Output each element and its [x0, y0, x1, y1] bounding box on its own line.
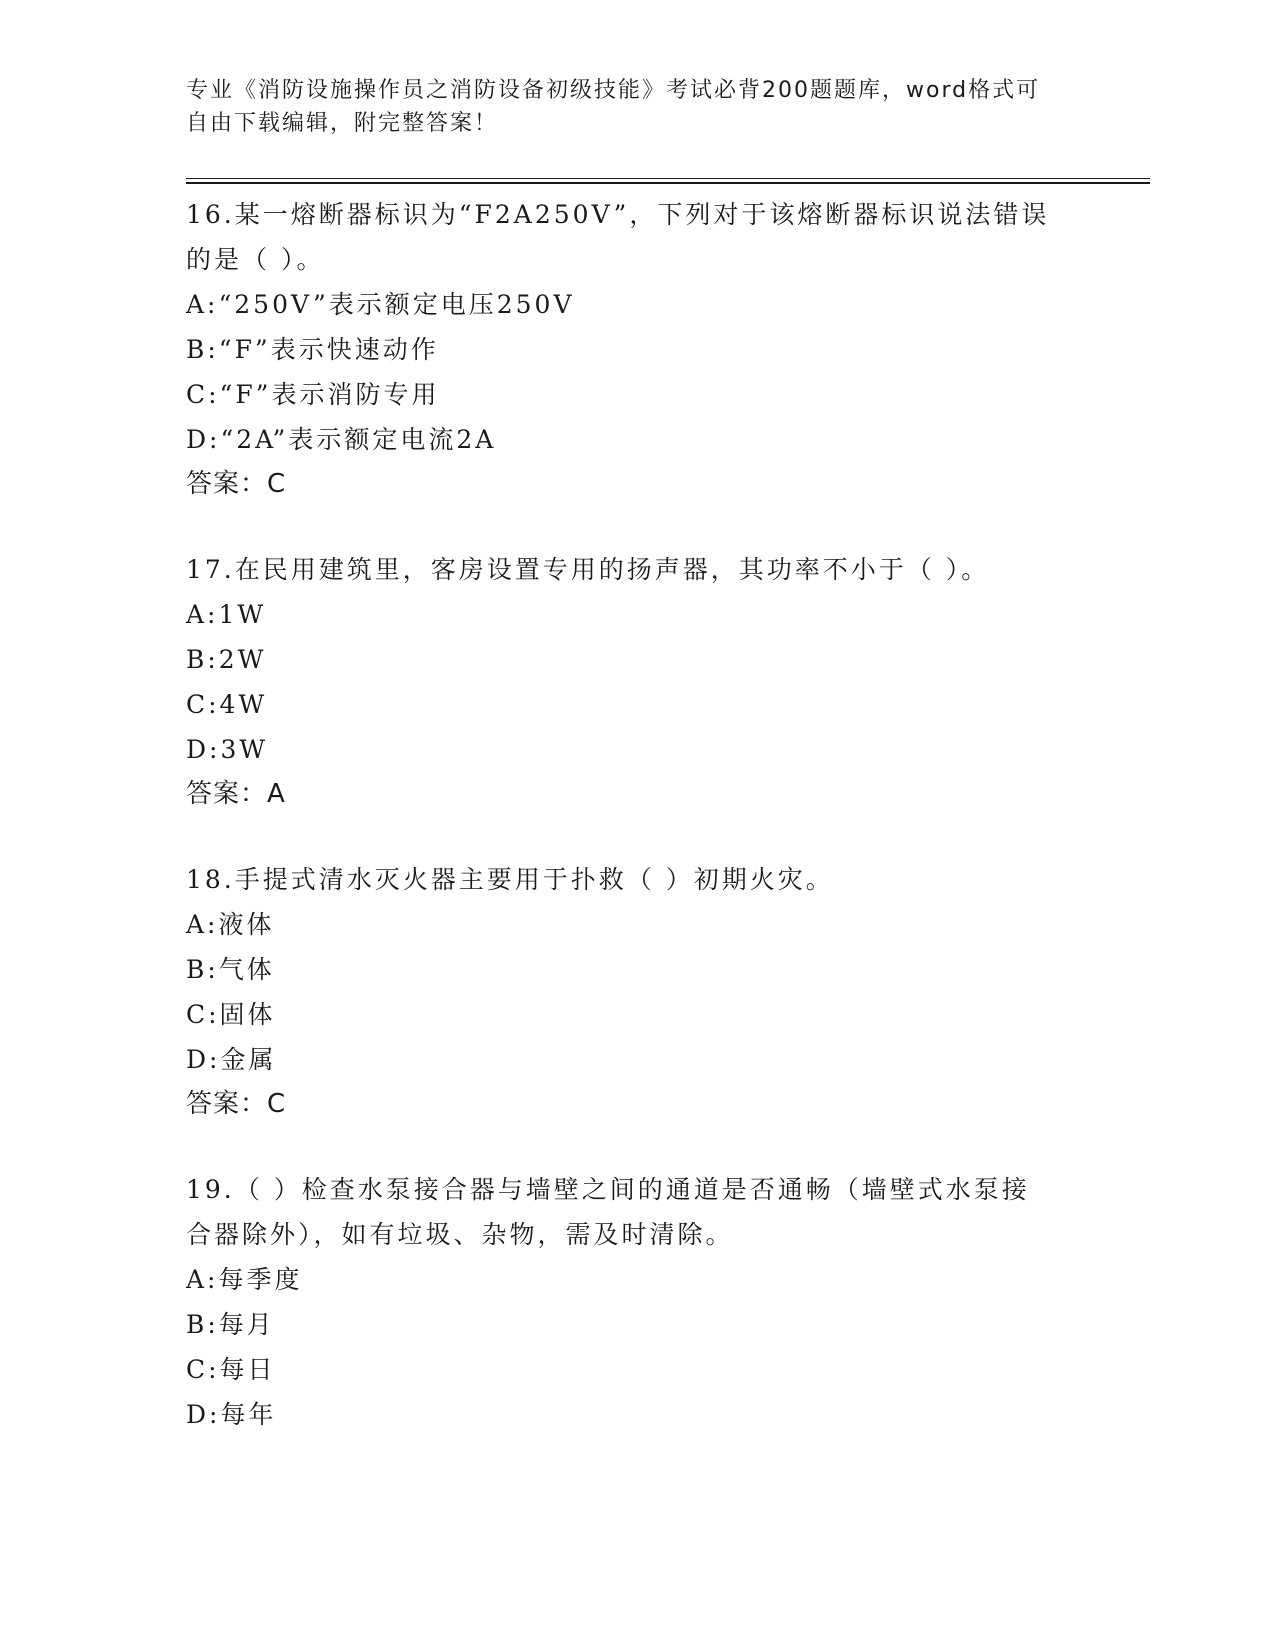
option-a: A:“250V”表示额定电压250V	[186, 290, 575, 319]
document-header	[186, 74, 1066, 140]
option-c: C:“F”表示消防专用	[186, 380, 440, 409]
option-a: A:液体	[186, 910, 275, 939]
question-text-line: 17.在民用建筑里，客房设置专用的扬声器，其功率不小于（ ）。	[186, 555, 990, 584]
question-text-line: 16.某一熔断器标识为“F2A250V”，下列对于该熔断器标识说法错误	[186, 200, 1050, 229]
question-text-line: 18.手提式清水灭火器主要用于扑救（ ）初期火灾。	[186, 865, 834, 894]
question-16	[186, 192, 1086, 507]
question-text-line: 19.（ ）检查水泵接合器与墙壁之间的通道是否通畅（墙壁式水泵接	[186, 1175, 1030, 1204]
option-d: D:每年	[186, 1400, 277, 1429]
answer: 答案：C	[186, 1089, 287, 1119]
option-b: B:每月	[186, 1310, 275, 1339]
option-c: C:每日	[186, 1355, 276, 1384]
question-list	[186, 192, 1086, 1477]
option-b: B:2W	[186, 645, 267, 674]
option-c: C:4W	[186, 690, 268, 719]
option-a: A:1W	[186, 600, 267, 629]
header-line-2: 自由下载编辑，附完整答案！	[186, 111, 499, 136]
question-text-line: 的是（ ）。	[186, 245, 325, 274]
question-19	[186, 1167, 1086, 1437]
option-d: D:“2A”表示额定电流2A	[186, 425, 497, 454]
option-b: B:气体	[186, 955, 275, 984]
option-a: A:每季度	[186, 1265, 303, 1294]
question-17	[186, 547, 1086, 817]
option-b: B:“F”表示快速动作	[186, 335, 439, 364]
header-divider-thick	[186, 182, 1150, 184]
option-d: D:金属	[186, 1045, 277, 1074]
question-18	[186, 857, 1086, 1127]
header-divider-thin	[186, 178, 1150, 179]
option-c: C:固体	[186, 1000, 276, 1029]
answer: 答案：A	[186, 779, 286, 809]
question-text-line: 合器除外），如有垃圾、杂物，需及时清除。	[186, 1220, 734, 1249]
option-d: D:3W	[186, 735, 269, 764]
answer: 答案：C	[186, 469, 287, 499]
header-line-1: 专业《消防设施操作员之消防设备初级技能》考试必背200题题库，word格式可	[186, 78, 1041, 103]
